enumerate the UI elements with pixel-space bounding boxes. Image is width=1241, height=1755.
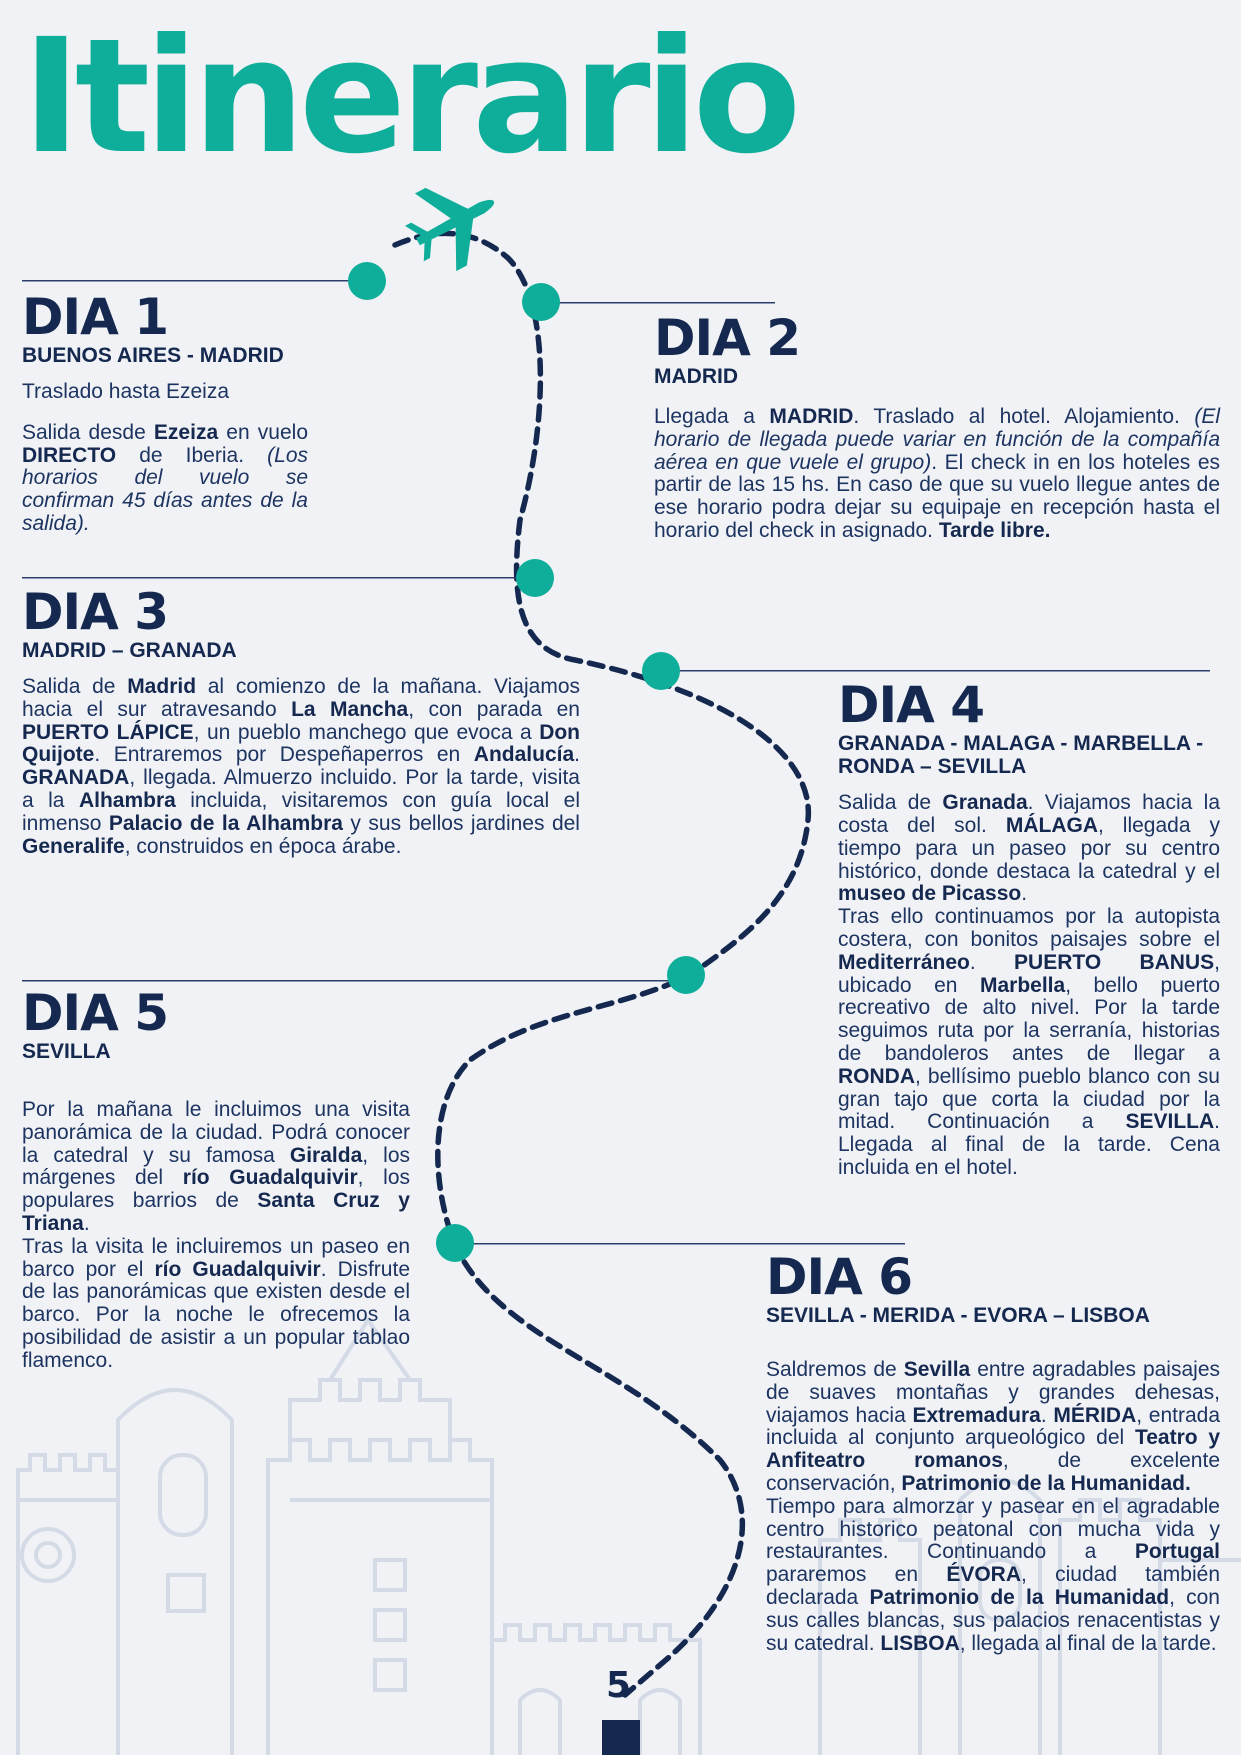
text-run: , entrada incluida al conjunto arqueológico del bbox=[766, 1403, 1221, 1450]
highlight-text: Alhambra bbox=[78, 789, 176, 813]
text-run: Llegada a bbox=[654, 405, 770, 429]
text-run: . bbox=[574, 743, 580, 767]
text-run: . Entraremos por Despeñaperros en bbox=[94, 743, 474, 767]
day-label: DIA 6 bbox=[766, 1248, 913, 1306]
highlight-text: RONDA bbox=[838, 1064, 915, 1088]
day-description bbox=[22, 676, 580, 858]
highlight-text: DIRECTO bbox=[22, 443, 117, 467]
day-6-section bbox=[766, 1248, 1221, 1655]
highlight-text: Marbella bbox=[979, 973, 1066, 997]
text-run: incluida, visitaremos con guía local el inmenso bbox=[22, 789, 580, 835]
text-run: , con parada en bbox=[408, 697, 580, 721]
highlight-text: MADRID bbox=[769, 405, 854, 429]
highlight-text: Granada bbox=[942, 791, 1028, 815]
description-paragraph bbox=[22, 1099, 410, 1236]
text-run: , llegada. Almuerzo incluido. Por la tarde, visita a la bbox=[22, 766, 580, 813]
text-run: . bbox=[83, 1212, 90, 1236]
route-stop-dia-1 bbox=[348, 262, 386, 300]
text-run: , de excelente conservación, bbox=[766, 1449, 1220, 1496]
day-label: DIA 2 bbox=[654, 309, 801, 367]
highlight-text: LISBOA bbox=[880, 1631, 960, 1655]
highlight-text: Ezeiza bbox=[153, 420, 219, 444]
text-run: , llegada al final de la tarde. bbox=[959, 1631, 1217, 1655]
route-stop-dia-4 bbox=[642, 652, 680, 690]
text-run: entre agradables paisajes de suaves montañas y grandes dehesas, viajamos hacia bbox=[766, 1358, 1220, 1427]
description-paragraph bbox=[22, 381, 308, 404]
description-paragraph bbox=[22, 676, 580, 858]
day-route: MADRID bbox=[654, 365, 738, 388]
text-run: , los populares barrios de bbox=[22, 1166, 410, 1213]
day-route: BUENOS AIRES - MADRID bbox=[22, 344, 284, 367]
highlight-text: Generalife bbox=[22, 834, 125, 858]
day-2-section bbox=[654, 309, 1221, 543]
text-run: y sus bellos jardines del bbox=[342, 811, 580, 835]
highlight-text: Tarde libre. bbox=[938, 519, 1051, 543]
highlight-text: GRANADA bbox=[22, 766, 130, 790]
day-description bbox=[654, 406, 1220, 543]
text-run: Tras la visita le incluiremos un paseo en barco por el bbox=[22, 1234, 410, 1281]
text-run: de Iberia. bbox=[116, 443, 268, 467]
text-run: , los márgenes del bbox=[22, 1143, 411, 1190]
highlight-text: museo de Picasso bbox=[838, 882, 1022, 906]
text-run: Tras ello continuamos por la autopista costera, con bonitos paisajes sobre el bbox=[838, 905, 1220, 951]
page-tab bbox=[602, 1720, 640, 1755]
highlight-text: PUERTO LÁPICE bbox=[22, 720, 194, 744]
text-run: . Viajamos hacia la costa del sol. bbox=[838, 791, 1221, 837]
text-run: al comienzo de la mañana. Viajamos hacia el sur atravesando bbox=[22, 675, 580, 721]
text-run: Salida desde bbox=[22, 420, 154, 444]
day-1-section bbox=[22, 288, 309, 536]
day-5-section bbox=[22, 984, 411, 1373]
day-description bbox=[22, 1099, 410, 1373]
text-run: Por la mañana le incluimos una visita panorámica de la ciudad. Podrá conocer la catedral y su famosa bbox=[22, 1098, 410, 1167]
text-run: . El check in en los hoteles es partir de las 15 hs. En caso de que su vuelo llegue antes de ese horario podra dejar su equipaje en recepción hasta el horario del check in asignado. bbox=[654, 450, 1220, 543]
text-run: Salida de bbox=[838, 791, 943, 815]
highlight-text: ÉVORA bbox=[946, 1563, 1021, 1587]
text-run: Saldremos de bbox=[766, 1358, 904, 1382]
description-paragraph bbox=[22, 1236, 410, 1373]
text-run: Salida de bbox=[22, 675, 128, 699]
day-label: DIA 1 bbox=[22, 288, 169, 346]
highlight-text: río Guadalquivir bbox=[182, 1166, 358, 1190]
text-run: , llegada y tiempo para un paseo por su centro histórico, donde destaca la catedral y el bbox=[838, 813, 1220, 883]
text-run: , ubicado en bbox=[838, 950, 1220, 997]
description-paragraph bbox=[838, 792, 1220, 906]
day-description bbox=[766, 1359, 1220, 1655]
day-label: DIA 5 bbox=[22, 984, 169, 1042]
text-run: (El horario de llegada puede variar en función de la compañía aérea en que vuele el grupo) bbox=[654, 405, 1221, 474]
highlight-text: La Mancha bbox=[291, 697, 409, 721]
highlight-text: MÁLAGA bbox=[1005, 813, 1098, 837]
day-4-section bbox=[838, 676, 1221, 1180]
highlight-text: río Guadalquivir bbox=[154, 1257, 321, 1281]
page-number: 5 bbox=[606, 1665, 632, 1706]
day-route: SEVILLA bbox=[22, 1040, 111, 1063]
highlight-text: Don Quijote bbox=[22, 720, 581, 767]
highlight-text: Santa Cruz y Triana bbox=[22, 1189, 410, 1236]
highlight-text: Teatro y Anfiteatro romanos bbox=[766, 1426, 1220, 1473]
text-run: . Traslado al hotel. Alojamiento. bbox=[853, 405, 1195, 429]
day-3-section bbox=[22, 583, 581, 858]
text-run: . bbox=[1021, 882, 1028, 906]
text-run: Traslado hasta Ezeiza bbox=[22, 380, 229, 404]
day-description bbox=[22, 381, 308, 536]
text-run: pararemos en bbox=[766, 1563, 947, 1587]
highlight-text: Madrid bbox=[127, 675, 197, 699]
description-paragraph bbox=[766, 1359, 1220, 1496]
day-route: MADRID – GRANADA bbox=[22, 639, 237, 662]
text-run: , bellísimo pueblo blanco con su gran tajo que corta la ciudad por la mitad. Continuación a bbox=[838, 1064, 1220, 1134]
text-run: . bbox=[969, 950, 1015, 974]
text-run: en vuelo bbox=[218, 420, 309, 444]
description-paragraph bbox=[654, 406, 1220, 543]
text-run: . Llegada al final de la tarde. Cena incluida en el hotel. bbox=[838, 1110, 1220, 1179]
text-run: , con sus calles blancas, sus palacios renacentistas y su catedral. bbox=[766, 1586, 1220, 1655]
text-run: Tiempo para almorzar y pasear en el agradable centro historico peatonal con mucha vida y restaurantes. Continuando a bbox=[766, 1494, 1220, 1564]
day-route: SEVILLA - MERIDA - EVORA – LISBOA bbox=[766, 1304, 1150, 1327]
route-stop-dia-5 bbox=[667, 956, 705, 994]
text-run: . bbox=[1040, 1403, 1054, 1427]
route-stop-dia-2 bbox=[522, 283, 560, 321]
highlight-text: Mediterráneo bbox=[838, 950, 970, 974]
text-run: (Los horarios del vuelo se confirman 45 días antes de la salida). bbox=[22, 443, 308, 536]
highlight-text: Palacio de la Alhambra bbox=[108, 811, 343, 835]
highlight-text: Patrimonio de la Humanidad. bbox=[901, 1472, 1191, 1496]
highlight-text: PUERTO BANUS bbox=[1014, 950, 1215, 974]
day-route: GRANADA - MALAGA - MARBELLA - RONDA – SEVILLA bbox=[838, 732, 1204, 779]
day-description bbox=[838, 792, 1220, 1180]
text-run: , bello puerto recreativo de alto nivel. Por la tarde seguimos ruta por la serranía, historias de bandoleros antes de llegar a bbox=[838, 973, 1220, 1065]
description-paragraph bbox=[22, 422, 308, 536]
text-run: . Disfrute de las panorámicas que existen desde el barco. Por la noche le ofrecemos la posibilidad de asistir a un popular tablao flamenco. bbox=[22, 1257, 410, 1372]
description-paragraph bbox=[766, 1496, 1220, 1656]
day-label: DIA 3 bbox=[22, 583, 169, 641]
highlight-text: Andalucía bbox=[473, 743, 575, 767]
page-title: Itinerario bbox=[22, 5, 796, 189]
highlight-text: Sevilla bbox=[903, 1358, 971, 1382]
highlight-text: SEVILLA bbox=[1125, 1110, 1215, 1134]
text-run: , construidos en época árabe. bbox=[124, 834, 402, 858]
highlight-text: MÉRIDA bbox=[1053, 1403, 1137, 1427]
highlight-text: Extremadura bbox=[912, 1403, 1041, 1427]
description-paragraph bbox=[838, 906, 1220, 1180]
highlight-text: Giralda bbox=[289, 1143, 363, 1167]
highlight-text: Patrimonio de la Humanidad bbox=[869, 1586, 1170, 1610]
route-stop-dia-6 bbox=[436, 1224, 474, 1262]
highlight-text: Portugal bbox=[1134, 1540, 1220, 1564]
text-run: , un pueblo manchego que evoca a bbox=[193, 720, 540, 744]
text-run: , ciudad también declarada bbox=[766, 1563, 1220, 1610]
day-label: DIA 4 bbox=[838, 676, 985, 734]
